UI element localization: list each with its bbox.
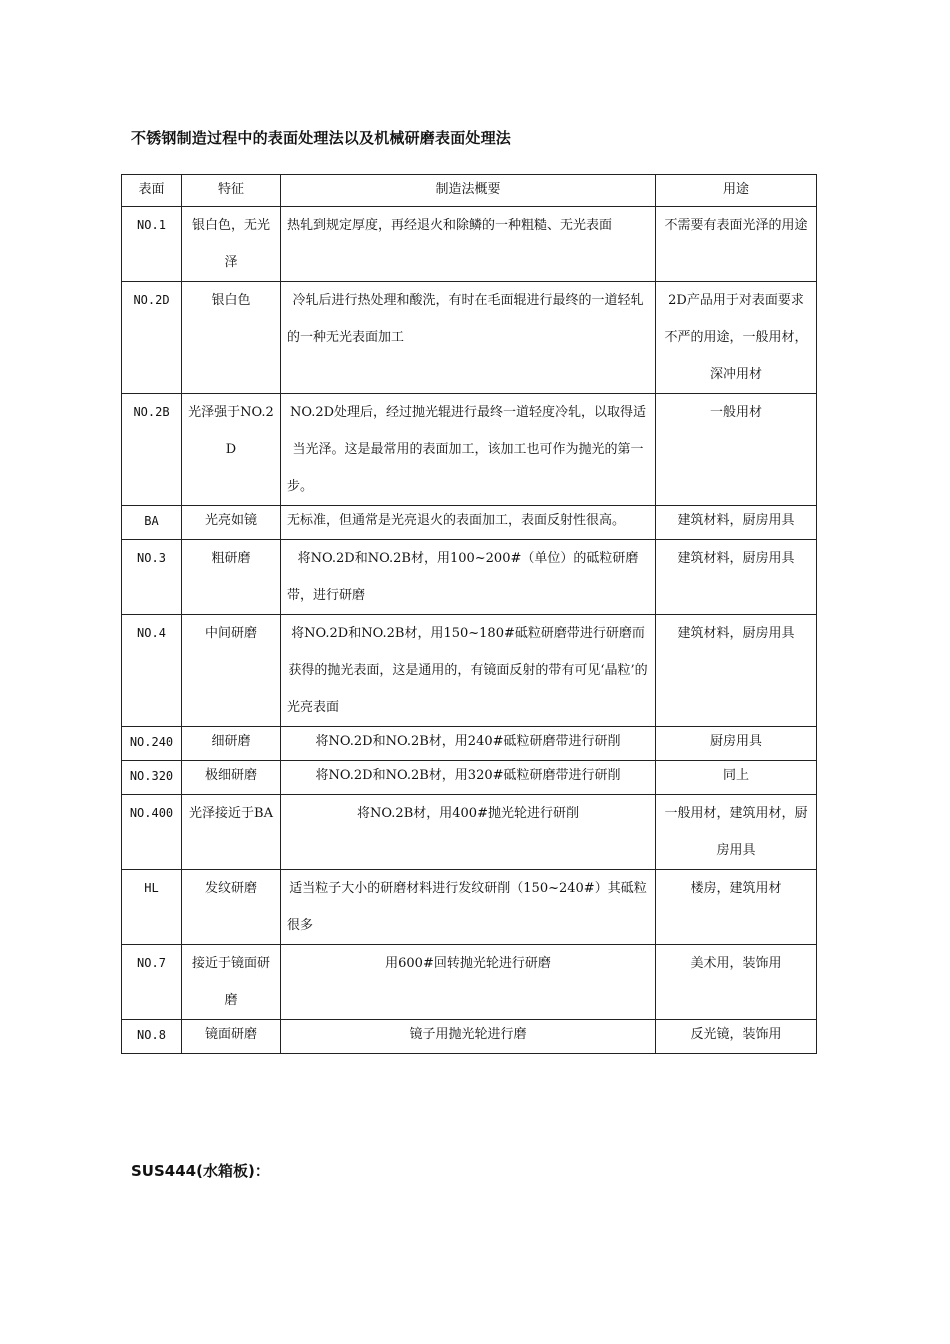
- table-row: [122, 870, 817, 945]
- header-method: 制造法概要: [281, 175, 656, 207]
- cell-feature: 光泽接近于BA: [182, 795, 281, 870]
- section-heading-sus444: SUS444(水箱板)：: [131, 1162, 270, 1180]
- table-header-row: [122, 175, 817, 207]
- cell-surface: NO.4: [122, 615, 182, 727]
- cell-method: 镜子用抛光轮进行磨: [281, 1020, 656, 1054]
- cell-method: 适当粒子大小的研磨材料进行发纹研削（150~240#）其砥粒很多: [281, 870, 656, 945]
- cell-use: 一般用材，建筑用材，厨房用具: [656, 795, 817, 870]
- table-row: [122, 506, 817, 540]
- cell-feature: 镜面研磨: [182, 1020, 281, 1054]
- table-row: [122, 282, 817, 394]
- cell-use: 不需要有表面光泽的用途: [656, 207, 817, 282]
- cell-method: 将NO.2D和NO.2B材，用100~200#（单位）的砥粒研磨带，进行研磨: [281, 540, 656, 615]
- cell-surface: NO.320: [122, 761, 182, 795]
- cell-surface: NO.8: [122, 1020, 182, 1054]
- cell-surface: NO.2B: [122, 394, 182, 506]
- cell-surface: NO.3: [122, 540, 182, 615]
- cell-method: 冷轧后进行热处理和酸洗，有时在毛面辊进行最终的一道轻轧的一种无光表面加工: [281, 282, 656, 394]
- cell-feature: 银白色: [182, 282, 281, 394]
- cell-use: 一般用材: [656, 394, 817, 506]
- table-row: [122, 1020, 817, 1054]
- surface-treatment-table: [121, 174, 817, 1054]
- cell-feature: 接近于镜面研磨: [182, 945, 281, 1020]
- cell-surface: HL: [122, 870, 182, 945]
- cell-method: 将NO.2D和NO.2B材，用150~180#砥粒研磨带进行研磨而获得的抛光表面，这是通用的，有镜面反射的带有可见‘晶粒’的光亮表面: [281, 615, 656, 727]
- cell-feature: 光泽强于NO.2D: [182, 394, 281, 506]
- cell-feature: 细研磨: [182, 727, 281, 761]
- cell-method: 无标准，但通常是光亮退火的表面加工，表面反射性很高。: [281, 506, 656, 540]
- cell-method: 用600#回转抛光轮进行研磨: [281, 945, 656, 1020]
- cell-method: 将NO.2D和NO.2B材，用240#砥粒研磨带进行研削: [281, 727, 656, 761]
- cell-use: 建筑材料，厨房用具: [656, 540, 817, 615]
- cell-use: 厨房用具: [656, 727, 817, 761]
- cell-method: 热轧到规定厚度，再经退火和除鳞的一种粗糙、无光表面: [281, 207, 656, 282]
- table-row: [122, 540, 817, 615]
- table-row: [122, 207, 817, 282]
- cell-use: 建筑材料，厨房用具: [656, 615, 817, 727]
- header-feature: 特征: [182, 175, 281, 207]
- cell-feature: 银白色，无光泽: [182, 207, 281, 282]
- cell-surface: NO.7: [122, 945, 182, 1020]
- cell-use: 2D产品用于对表面要求不严的用途，一般用材，深冲用材: [656, 282, 817, 394]
- cell-feature: 粗研磨: [182, 540, 281, 615]
- table-row: [122, 727, 817, 761]
- cell-use: 同上: [656, 761, 817, 795]
- cell-surface: NO.1: [122, 207, 182, 282]
- cell-method: NO.2D处理后，经过抛光辊进行最终一道轻度冷轧，以取得适当光泽。这是最常用的表面加工，该加工也可作为抛光的第一步。: [281, 394, 656, 506]
- cell-method: 将NO.2B材，用400#抛光轮进行研削: [281, 795, 656, 870]
- cell-use: 美术用，装饰用: [656, 945, 817, 1020]
- cell-feature: 中间研磨: [182, 615, 281, 727]
- cell-feature: 极细研磨: [182, 761, 281, 795]
- table-row: [122, 615, 817, 727]
- cell-use: 楼房，建筑用材: [656, 870, 817, 945]
- table-row: [122, 394, 817, 506]
- cell-feature: 发纹研磨: [182, 870, 281, 945]
- header-use: 用途: [656, 175, 817, 207]
- cell-method: 将NO.2D和NO.2B材，用320#砥粒研磨带进行研削: [281, 761, 656, 795]
- table-row: [122, 945, 817, 1020]
- cell-surface: BA: [122, 506, 182, 540]
- cell-surface: NO.240: [122, 727, 182, 761]
- header-surface: 表面: [122, 175, 182, 207]
- cell-use: 反光镜，装饰用: [656, 1020, 817, 1054]
- cell-feature: 光亮如镜: [182, 506, 281, 540]
- table-row: [122, 761, 817, 795]
- cell-surface: NO.2D: [122, 282, 182, 394]
- page-title: 不锈钢制造过程中的表面处理法以及机械研磨表面处理法: [131, 129, 512, 147]
- table-row: [122, 795, 817, 870]
- cell-use: 建筑材料，厨房用具: [656, 506, 817, 540]
- cell-surface: NO.400: [122, 795, 182, 870]
